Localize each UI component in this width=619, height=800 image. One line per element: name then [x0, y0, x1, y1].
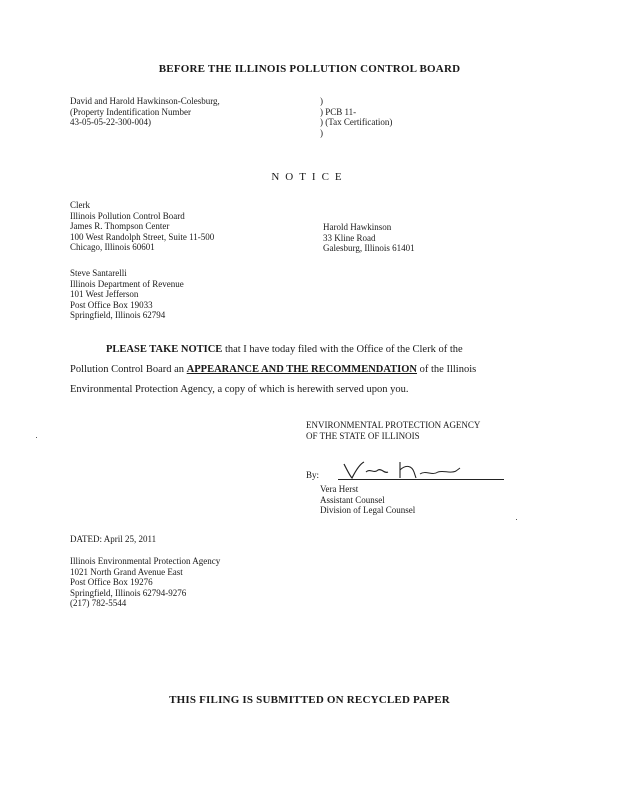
address-line: Steve Santarelli — [70, 268, 127, 278]
caption-left — [70, 96, 220, 128]
address-line: Galesburg, Illinois 61401 — [323, 243, 415, 253]
address-line: Illinois Environmental Protection Agency — [70, 556, 221, 566]
signer-block — [320, 484, 415, 516]
caption-right — [320, 96, 392, 138]
by-label: By: — [306, 470, 320, 480]
address-line: Illinois Pollution Control Board — [70, 210, 185, 221]
signature-line — [338, 479, 504, 480]
notice-text: Environmental Protection Agency, a copy of which is herewith served upon you. — [70, 384, 409, 395]
dated: DATED: April 25, 2011 — [70, 534, 157, 544]
return-address — [70, 556, 220, 609]
address-line: (217) 782-5544 — [70, 598, 127, 608]
notice-text: of the Illinois — [417, 364, 477, 375]
address-line: 101 West Jefferson — [70, 289, 139, 299]
address-line: James R. Thompson Center — [70, 221, 170, 231]
agency-block — [306, 420, 480, 441]
address-line: 1021 North Grand Avenue East — [70, 566, 183, 577]
caption-bracket: ) — [320, 96, 323, 106]
address-clerk — [70, 200, 214, 253]
address-line: 100 West Randolph Street, Suite 11-500 — [70, 231, 215, 242]
caption-pin-label: (Property Indentification Number — [70, 106, 191, 117]
notice-text: Pollution Control Board an — [70, 364, 187, 375]
address-line: Harold Hawkinson — [323, 222, 392, 232]
address-line: Springfield, Illinois 62794 — [70, 310, 166, 320]
signer-name: Vera Herst — [320, 484, 359, 494]
case-number: ) PCB 11- — [320, 106, 357, 117]
signer-title: Assistant Counsel — [320, 494, 385, 505]
case-type: ) (Tax Certification) — [320, 117, 393, 127]
address-line: Springfield, Illinois 62794-9276 — [70, 587, 187, 598]
address-line: Chicago, Illinois 60601 — [70, 242, 155, 252]
address-santarelli — [70, 268, 184, 321]
filed-document-title: APPEARANCE AND THE RECOMMENDATION — [186, 364, 418, 375]
notice-text: that I have today filed with the Office of the Clerk of the — [222, 344, 463, 355]
recycled-paper-footer: THIS FILING IS SUBMITTED ON RECYCLED PAPER — [169, 694, 450, 706]
notice-lead: PLEASE TAKE NOTICE — [106, 344, 223, 355]
signer-division: Division of Legal Counsel — [320, 505, 416, 515]
address-line: 33 Kline Road — [323, 232, 376, 243]
address-line: Post Office Box 19276 — [70, 577, 153, 587]
scan-speck — [516, 519, 517, 520]
address-line: Clerk — [70, 200, 90, 210]
agency-state: OF THE STATE OF ILLINOIS — [306, 430, 420, 441]
notice-heading: NOTICE — [271, 171, 348, 183]
address-line: Illinois Department of Revenue — [70, 278, 184, 289]
scan-speck — [36, 437, 37, 438]
caption-party: David and Harold Hawkinson-Colesburg, — [70, 96, 220, 106]
notice-paragraph — [70, 340, 550, 400]
document-title: BEFORE THE ILLINOIS POLLUTION CONTROL BOARD — [158, 63, 461, 75]
address-hawkinson — [323, 222, 415, 254]
caption-pin-number: 43-05-05-22-300-004) — [70, 117, 151, 127]
agency-name: ENVIRONMENTAL PROTECTION AGENCY — [306, 420, 481, 430]
caption-bracket: ) — [320, 127, 323, 138]
address-line: Post Office Box 19033 — [70, 299, 153, 310]
